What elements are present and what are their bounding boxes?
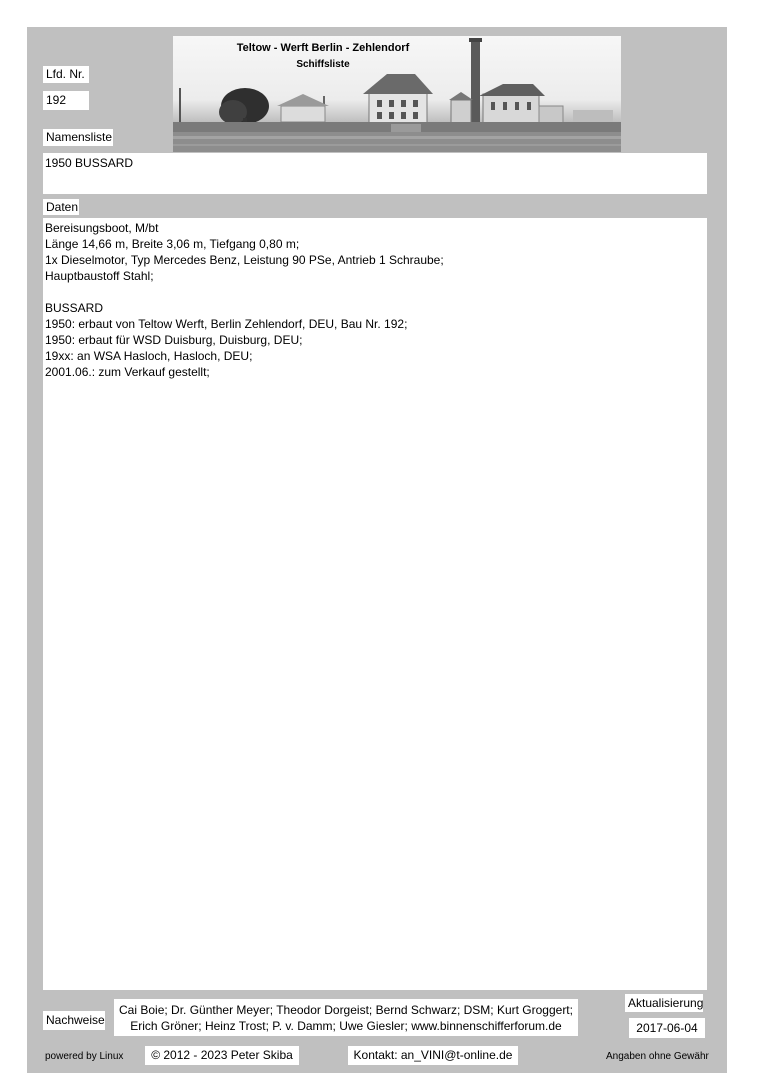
banner-subtitle: Schiffsliste — [296, 59, 350, 70]
copyright-box: © 2012 - 2023 Peter Skiba — [145, 1046, 299, 1065]
aktualisierung-date: 2017-06-04 — [629, 1018, 705, 1038]
daten-label: Daten — [43, 199, 79, 215]
nachweise-line-1: Cai Boie; Dr. Günther Meyer; Theodor Dorgeist; Bernd Schwarz; DSM; Kurt Groggert; — [119, 1003, 573, 1017]
lfd-nr-label: Lfd. Nr. — [43, 66, 89, 83]
namensliste-label: Namensliste — [43, 129, 113, 146]
contact-box[interactable]: Kontakt: an_VINI@t-online.de — [348, 1046, 518, 1065]
disclaimer-text: Angaben ohne Gewähr — [606, 1051, 709, 1062]
shipyard-banner-image — [173, 36, 621, 152]
aktualisierung-label: Aktualisierung — [625, 994, 703, 1012]
banner-title: Teltow - Werft Berlin - Zehlendorf — [236, 42, 410, 54]
nachweise-label: Nachweise — [43, 1011, 105, 1030]
namensliste-field: 1950 BUSSARD — [43, 153, 707, 194]
nachweise-field — [114, 999, 578, 1036]
daten-field: Bereisungsboot, M/bt Länge 14,66 m, Breite 3,06 m, Tiefgang 0,80 m; 1x Dieselmotor, Typ Mercedes Benz, Leistung 90 PSe, Antrieb 1 Schraube; Hauptbaustoff Stahl; BUSSARD 1950: erbaut von Teltow Werft, Berlin Zehlendorf, DEU, Bau Nr. 192; 1950: erbaut für WSD Duisburg, Duisburg, DEU; 19xx: an WSA Hasloch, Hasloch, DEU; 2001.06.: zum Verkauf gestellt; — [43, 218, 707, 990]
nachweise-line-2: Erich Gröner; Heinz Trost; P. v. Damm; Uwe Giesler; www.binnenschifferforum.de — [130, 1019, 562, 1033]
powered-by-text: powered by Linux — [45, 1051, 124, 1062]
lfd-nr-value: 192 — [43, 91, 89, 110]
